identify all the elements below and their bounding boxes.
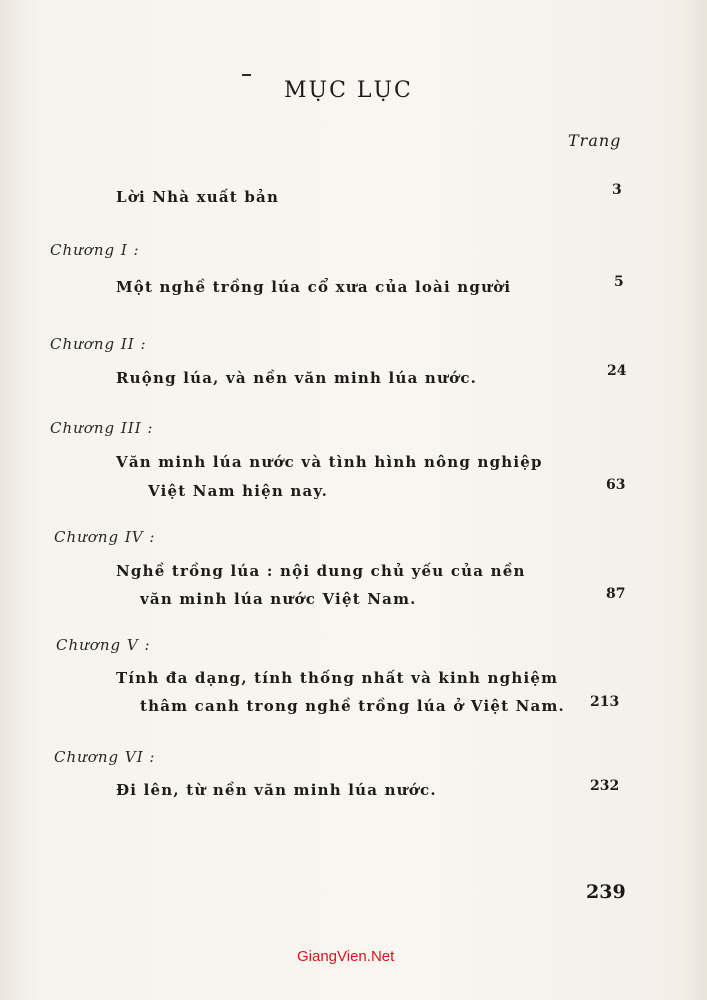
preface-page-number: 3 (612, 182, 622, 198)
page-column-header: Trang (568, 131, 622, 150)
chapter-4-page-number: 87 (606, 586, 626, 602)
chapter-4-title-line-1: Nghề trồng lúa : nội dung chủ yếu của nền (116, 562, 526, 580)
page-folio-number: 239 (586, 881, 626, 903)
chapter-2-title: Ruộng lúa, và nền văn minh lúa nước. (116, 369, 478, 387)
ink-mark (242, 74, 251, 76)
toc-title: MỤC LỤC (284, 78, 413, 103)
chapter-1-heading: Chương I : (50, 241, 140, 259)
chapter-6-title: Đi lên, từ nền văn minh lúa nước. (116, 781, 437, 799)
watermark-text: GiangVien.Net (297, 948, 395, 965)
chapter-4-title-line-2: văn minh lúa nước Việt Nam. (140, 590, 417, 608)
chapter-5-page-number: 213 (590, 694, 620, 710)
chapter-3-title-line-1: Văn minh lúa nước và tình hình nông nghiệp (116, 453, 543, 471)
chapter-5-title-line-1: Tính đa dạng, tính thống nhất và kinh nghiệm (116, 669, 559, 687)
chapter-3-page-number: 63 (606, 477, 626, 493)
chapter-6-page-number: 232 (590, 778, 620, 794)
chapter-2-heading: Chương II : (50, 335, 147, 353)
chapter-4-heading: Chương IV : (54, 528, 156, 546)
chapter-1-title: Một nghề trồng lúa cổ xưa của loài người (116, 278, 512, 296)
preface-entry: Lời Nhà xuất bản (116, 188, 280, 206)
chapter-6-heading: Chương VI : (54, 748, 156, 766)
chapter-1-page-number: 5 (614, 274, 624, 290)
chapter-2-page-number: 24 (607, 363, 627, 379)
chapter-3-title-line-2: Việt Nam hiện nay. (148, 482, 329, 500)
chapter-5-title-line-2: thâm canh trong nghề trồng lúa ở Việt Nam. (140, 697, 565, 715)
chapter-5-heading: Chương V : (56, 636, 151, 654)
chapter-3-heading: Chương III : (50, 419, 154, 437)
